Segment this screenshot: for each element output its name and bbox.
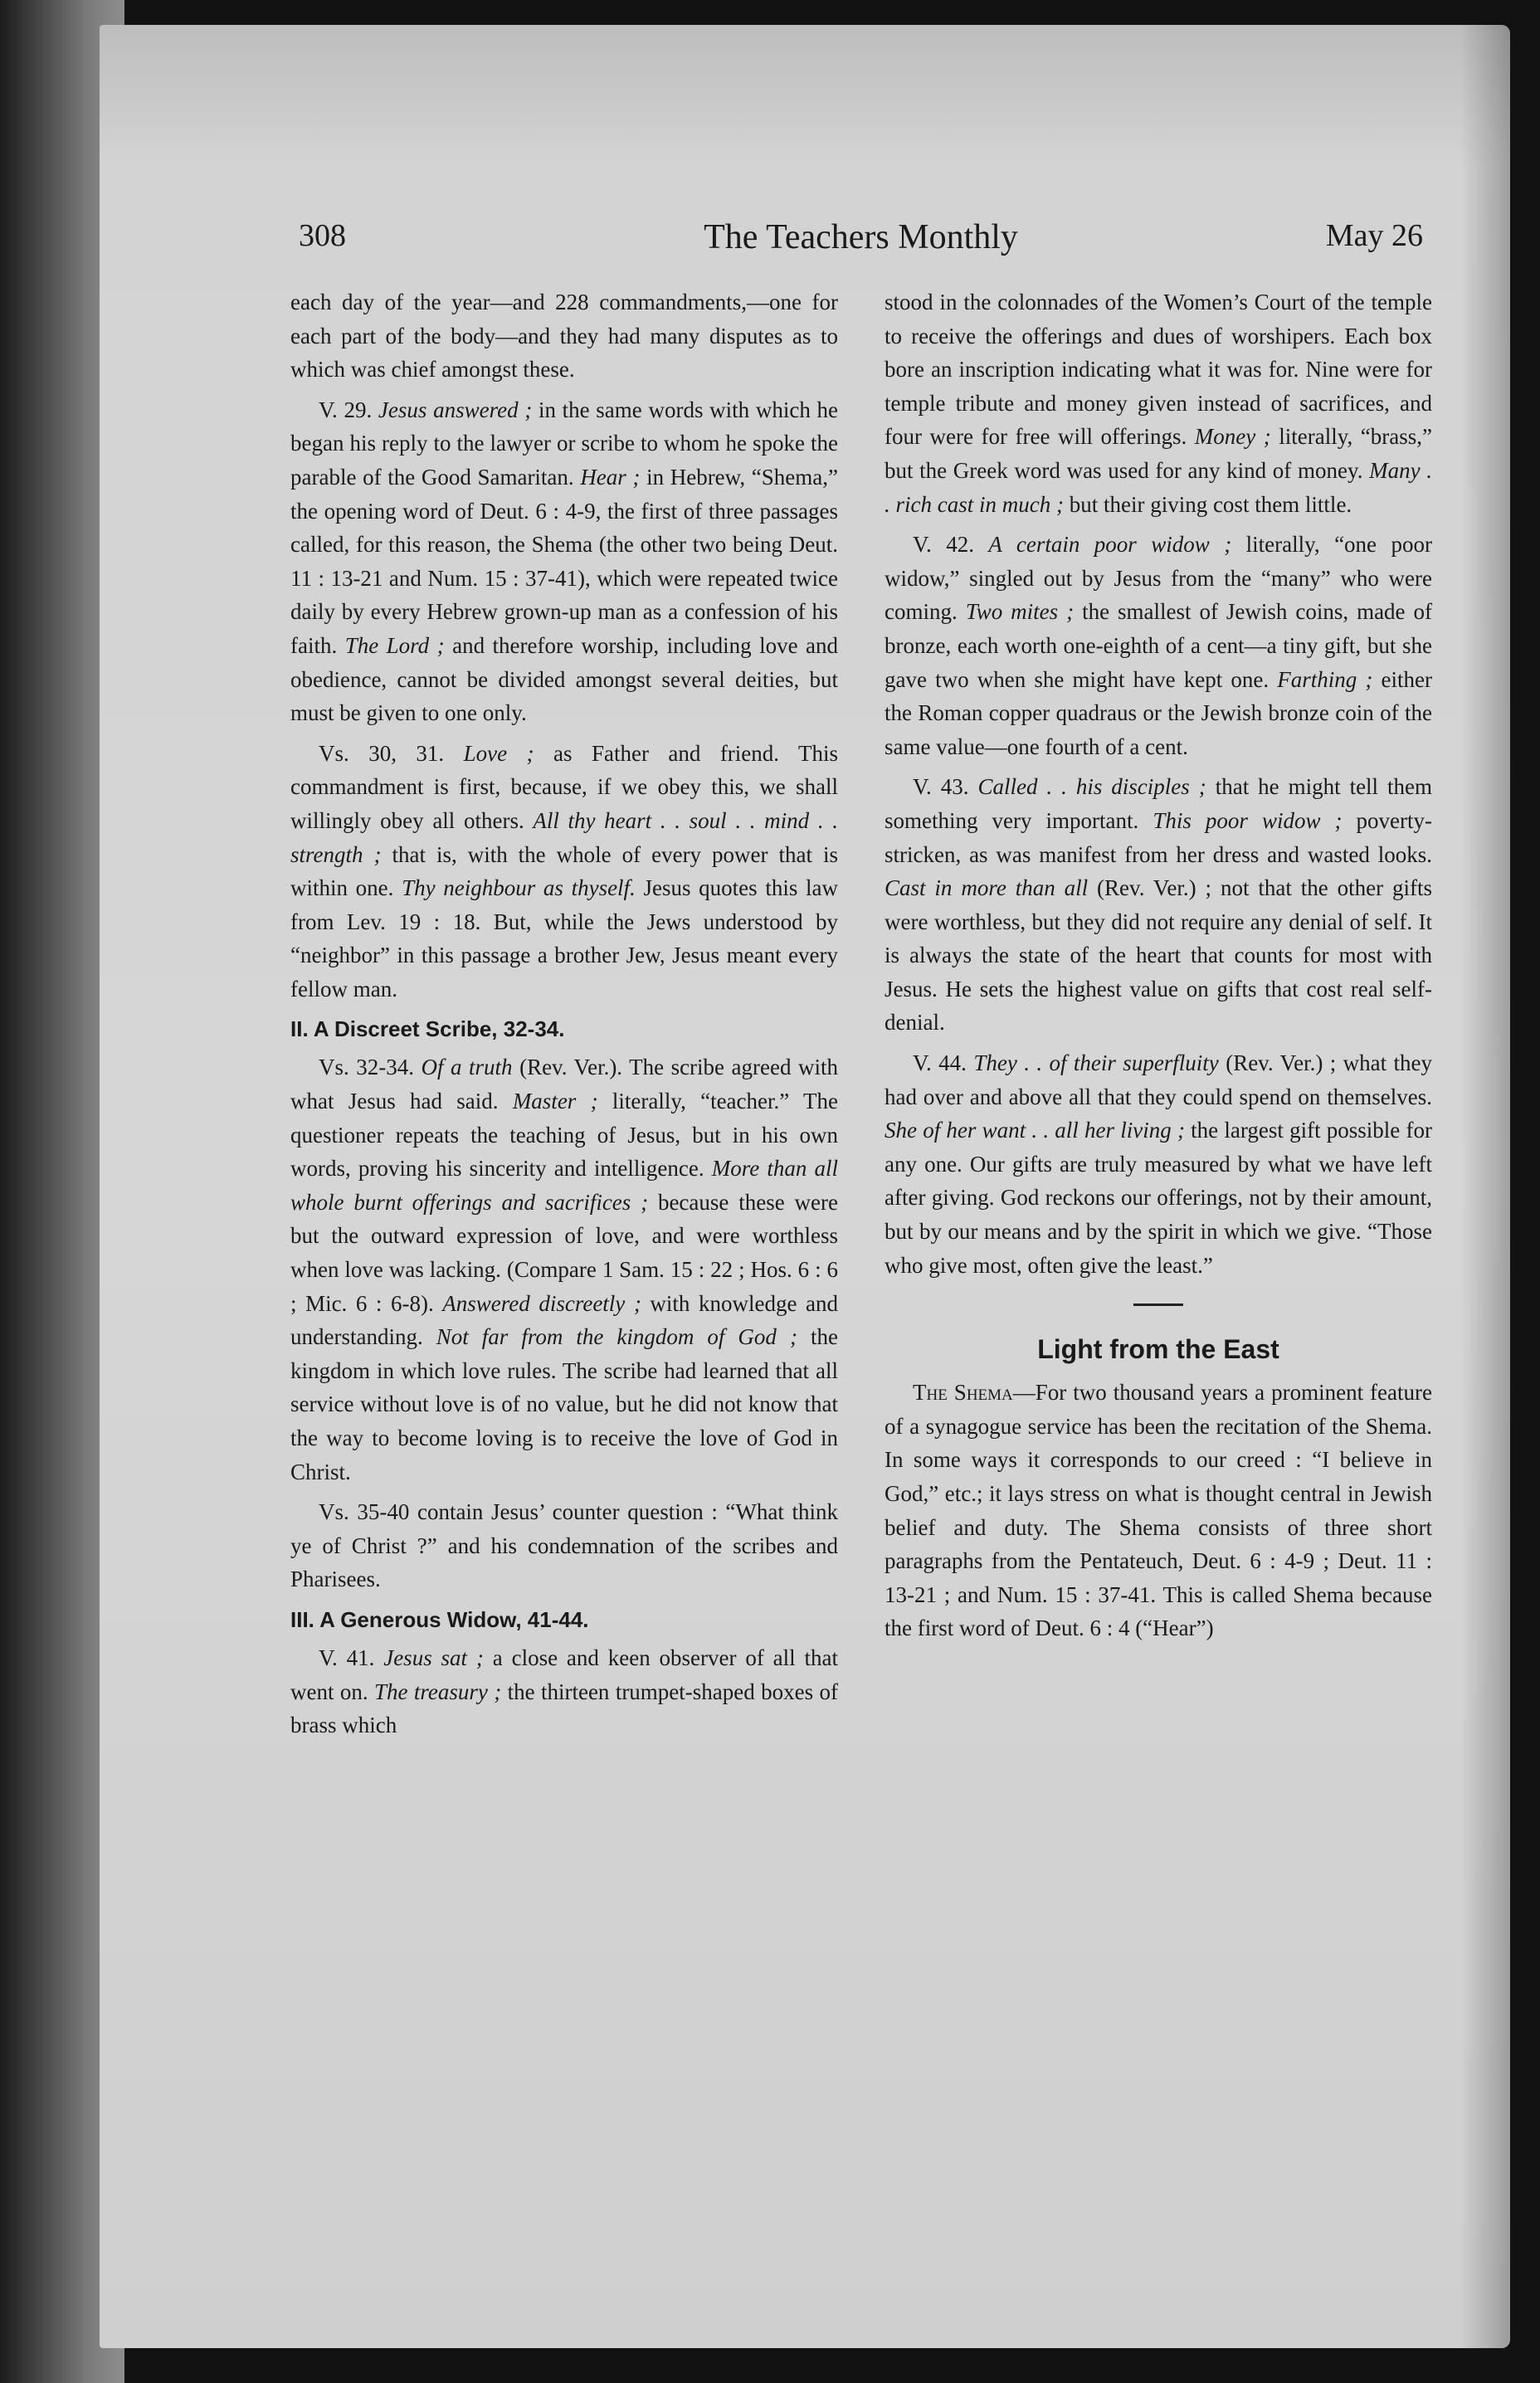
paragraph-v44: V. 44. They . . of their superfluity (Rev. Ver.) ; what they had over and above all that they could spend on themselves. She of her want . . all her living ; the largest gift possible for any one. Our gifts are truly measured by what we have left after giving. God reckons our offerings, not by their amount, but by our means and by the spirit in which we give. “Those who give most, often give the least.” bbox=[885, 1050, 1432, 1278]
page-number: 308 bbox=[299, 218, 346, 253]
paragraph-vs32-34: Vs. 32-34. Of a truth (Rev. Ver.). The scribe agreed with what Jesus had said. Master ; literally, “teacher.” The questioner repeats the teaching of Jesus, but in his own words, proving his sincerity and intelligence. More than all whole burnt offerings and sacrifices ; because these were but the outward expression of love, and were worthless when love was lacking. (Compare 1 Sam. 15 : 22 ; Hos. 6 : 6 ; Mic. 6 : 6-8). Answered discreetly ; with knowledge and understanding. Not far from the kingdom of God ; the kingdom in which love rules. The scribe had learned that all service without love is of no value, but he did not know that the way to become loving is to receive the love of God in Christ. bbox=[290, 1055, 839, 1484]
paragraph-v41: V. 41. Jesus sat ; a close and keen observer of all that went on. The treasury ; the thirteen trumpet-shaped boxes of brass which bbox=[290, 1645, 839, 1738]
running-header bbox=[299, 217, 1423, 267]
paragraph-shema: The Shema—For two thousand years a prominent feature of a synagogue service has been the recitation of the Shema. In some ways it corresponds to our creed : “I believe in God,” etc.; it lays stress on what is thought central in Jewish belief and duty. The Shema consists of three short paragraphs from the Pentateuch, Deut. 6 : 4-9 ; Deut. 11 : 13-21 ; and Num. 15 : 37-41. This is called Shema because the first word of Deut. 6 : 4 (“Hear”) bbox=[885, 1380, 1432, 1641]
paragraph: each day of the year—and 228 commandments,—one for each part of the body—and they had many disputes as to which was chief amongst these. bbox=[290, 290, 838, 383]
section-heading-ii: II. A Discreet Scribe, 32-34. bbox=[290, 1016, 565, 1042]
issue-date: May 26 bbox=[1325, 218, 1423, 253]
paragraph-treasury: stood in the colonnades of the Women’s Court of the temple to receive the offerings and dues of worshipers. Each box bore an inscription indicating what it was for. Nine were for temple tribute and money given instead of sacrifices, and four were for free will offerings. Money ; literally, “brass,” but the Greek word was used for any kind of money. Many . . rich cast in much ; but their giving cost them little. bbox=[885, 290, 1432, 517]
journal-title: The Teachers Monthly bbox=[704, 218, 1018, 256]
left-column bbox=[290, 285, 838, 1749]
lead-in: The Shema bbox=[913, 1380, 1013, 1406]
section-heading-light: Light from the East bbox=[1037, 1334, 1279, 1365]
paragraph-v43: V. 43. Called . . his disciples ; that he might tell them something very important. This poor widow ; poverty-stricken, as was manifest from her dress and wasted looks. Cast in more than all (Rev. Ver.) ; not that the other gifts were worthless, but they did not require any denial of self. It is always the state of the heart that counts for most with Jesus. He sets the highest value on gifts that cost real self-denial. bbox=[885, 774, 1433, 1036]
paragraph-v29: V. 29. Jesus answered ; in the same words with which he began his reply to the lawyer or scribe to whom he spoke the parable of the Good Samaritan. Hear ; in Hebrew, “Shema,” the opening word of Deut. 6 : 4-9, the first of three passages called, for this reason, the Shema (the other two being Deut. 11 : 13-21 and Num. 15 : 37-41), which were repeated twice daily by every Hebrew grown-up man as a confession of his faith. The Lord ; and therefore worship, including love and obedience, cannot be divided amongst several deities, but must be given to one only. bbox=[290, 397, 838, 726]
paragraph-vs30-31: Vs. 30, 31. Love ; as Father and friend. This commandment is first, because, if we obey this, we shall willingly obey all others. All thy heart . . soul . . mind . . strength ; that is, with the whole of every power that is within one. Thy neighbour as thyself. Jesus quotes this law from Lev. 19 : 18. But, while the Jews understood by “neighbor” in this passage a brother Jew, Jesus meant every fellow man. bbox=[290, 740, 839, 1001]
section-heading-iii: III. A Generous Widow, 41-44. bbox=[290, 1606, 589, 1632]
paragraph-vs35-40: Vs. 35-40 contain Jesus’ counter question : “What think ye of Christ ?” and his condemnation of the scribes and Pharisees. bbox=[290, 1499, 838, 1592]
section-divider bbox=[1133, 1304, 1183, 1306]
paragraph-v42: V. 42. A certain poor widow ; literally, “one poor widow,” singled out by Jesus from the “many” who were coming. Two mites ; the smallest of Jewish coins, made of bronze, each worth one-eighth of a cent—a tiny gift, but she gave two when she might have kept one. Farthing ; either the Roman copper quadraus or the Jewish bronze coin of the same value—one fourth of a cent. bbox=[885, 532, 1432, 759]
right-column bbox=[885, 285, 1432, 1652]
